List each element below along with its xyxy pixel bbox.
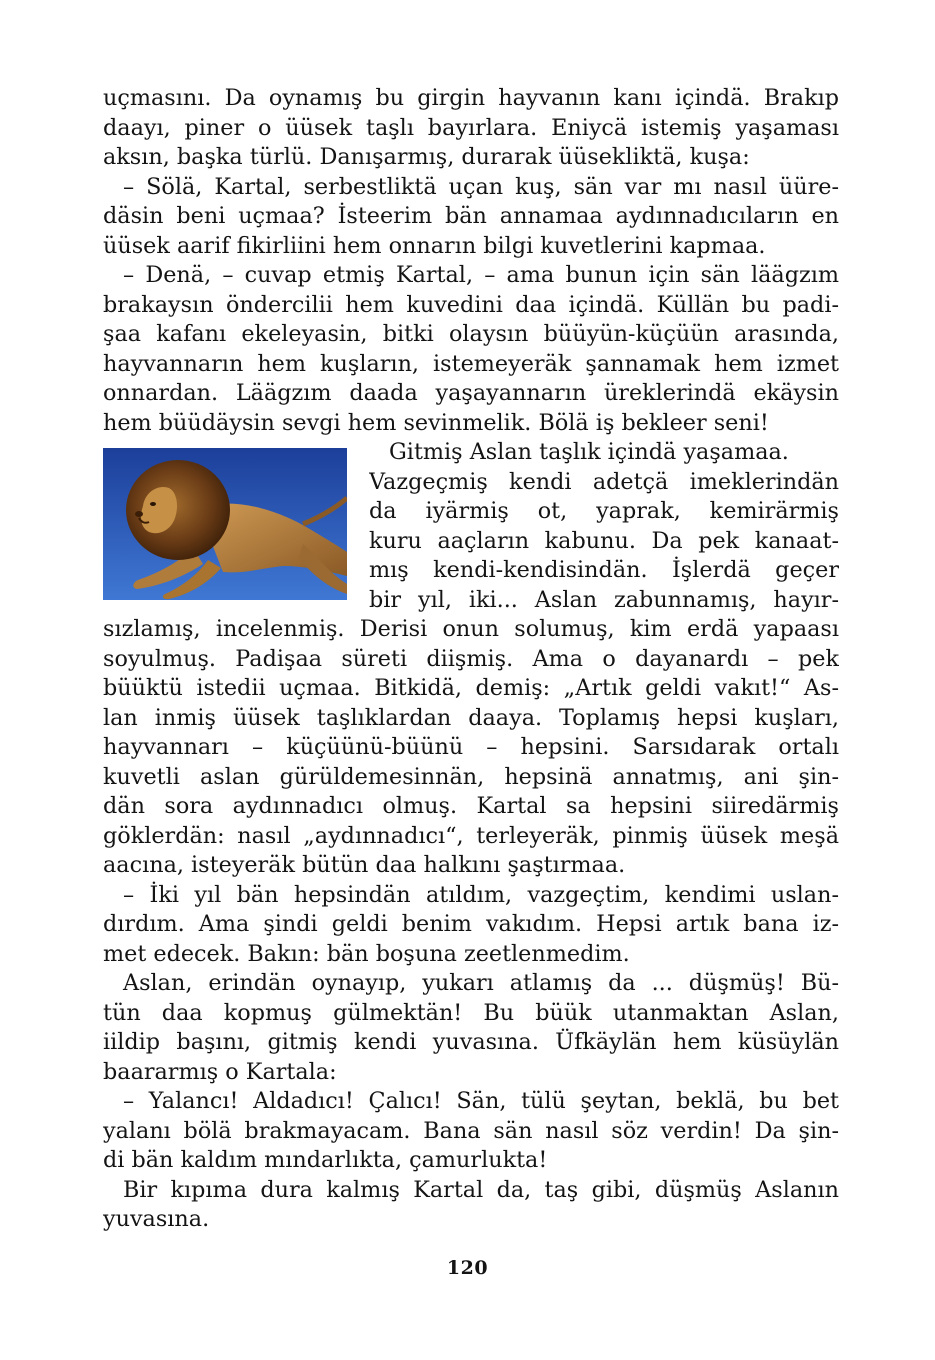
text-line: büüktü istedii uçmaa. Bitkidä, demiş: „Artık geldi vakıt!“ As- — [103, 675, 839, 701]
text-line: iildip başını, gitmiş kendi yuvasına. Üfkäylän hem küsüylän — [103, 1029, 839, 1055]
text-line: Vazgeçmiş kendi adetçä imeklerindän — [369, 468, 839, 495]
text-line: di bän kaldım mındarlıkta, çamurlukta! — [103, 1147, 548, 1173]
page-number: 120 — [446, 1257, 489, 1279]
text-line: uçmasını. Da oynamış bu girgin hayvanın kanı içindä. Brakıp — [103, 85, 839, 111]
text-line: bir yıl, iki... Aslan zabunnamış, hayır- — [369, 586, 839, 613]
text-line: yalanı bölä brakmayacam. Bana sän nasıl söz verdin! Da şin- — [103, 1117, 839, 1144]
text-line: sızlamış, incelenmiş. Derisi onun solumuş, kim erdä yapaası — [103, 616, 839, 642]
text-line: kuvetli aslan gürüldemesinnän, hepsinä annatmış, ani şin- — [103, 763, 839, 790]
text-line: mış kendi-kendisindän. İşlerdä geçer — [369, 557, 839, 583]
lion-photo — [103, 448, 347, 600]
document-body — [103, 84, 839, 1235]
text-line: daayı, piner o üüsek taşlı bayırlara. Eniycä istemiş yaşaması — [103, 114, 839, 141]
text-line: dän sora aydınnadıcı olmuş. Kartal sa hepsini siiredärmiş — [103, 793, 839, 819]
text-line: met edecek. Bakın: bän boşuna zeetlenmedim. — [103, 940, 630, 967]
text-line: – Sölä, Kartal, serbestliktä uçan kuş, sän var mı nasıl üüre- — [123, 173, 839, 200]
text-line: kuru aaçların kabunu. Da pek kanaat- — [369, 527, 839, 554]
text-line: Aslan, erindän oynayıp, yukarı atlamış da ... düşmüş! Bü- — [123, 970, 839, 996]
text-line: yuvasına. — [103, 1206, 210, 1232]
text-line: däsin beni uçmaa? İsteerim bän annamaa aydınnadıcıların en — [103, 203, 839, 229]
text-line: göklerdän: nasıl „aydınnadıcı“, terleyeräk, pinmiş üüsek meşä — [103, 822, 839, 849]
text-line: aksın, başka türlü. Danışarmış, durarak üüsekliktä, kuşa: — [103, 144, 750, 170]
text-line: Bir kıpıma dura kalmış Kartal da, taş gibi, düşmüş Aslanın — [123, 1176, 839, 1203]
text-line: dırdım. Ama şindi geldi benim vakıdım. Hepsi artık bana iz- — [103, 911, 839, 937]
text-line: – Denä, – cuvap etmiş Kartal, – ama bunun için sän läägzım — [123, 262, 839, 288]
text-line: – İki yıl bän hepsindän atıldım, vazgeçtim, kendimi uslan- — [123, 881, 839, 908]
text-line: şaa kafanı ekeleyasin, bitki olaysın büüyün-küçüün arasında, — [103, 321, 839, 347]
text-line: da iyärmiş ot, yaprak, kemirärmiş — [369, 498, 839, 524]
lion-illustration — [103, 448, 347, 600]
text-line: onnardan. Läägzım daada yaşayannarın üreklerindä ekäysin — [103, 380, 839, 406]
text-line: Gitmiş Aslan taşlık içindä yaşamaa. — [389, 439, 789, 465]
text-line: baararmış o Kartala: — [103, 1058, 337, 1085]
text-line: lan inmiş üüsek taşlıklardan daaya. Toplamış hepsi kuşları, — [103, 704, 839, 731]
text-line: soyulmuş. Padişaa süreti diişmiş. Ama o dayanardı – pek — [103, 645, 839, 672]
text-line: tün daa kopmuş gülmektän! Bu büük utanmaktan Aslan, — [103, 999, 839, 1026]
text-line: brakaysın öndercilii hem kuvedini daa içindä. Küllän bu padi- — [103, 291, 839, 318]
text-line: hayvannarı – küçüünü-büünü – hepsini. Sarsıdarak ortalı — [103, 734, 839, 760]
text-line: üüsek aarif fikirliini hem onnarın bilgi kuvetlerini kapmaa. — [103, 232, 766, 259]
text-line: hem büüdäysin sevgi hem sevinmelik. Bölä iş bekleer seni! — [103, 409, 769, 436]
text-line: aacına, isteyeräk bütün daa halkını şaştırmaa. — [103, 852, 626, 878]
text-line: hayvannarın hem kuşların, istemeyeräk şannamak hem izmet — [103, 350, 839, 377]
text-line: – Yalancı! Aldadıcı! Çalıcı! Sän, tülü şeytan, beklä, bu bet — [123, 1088, 839, 1114]
